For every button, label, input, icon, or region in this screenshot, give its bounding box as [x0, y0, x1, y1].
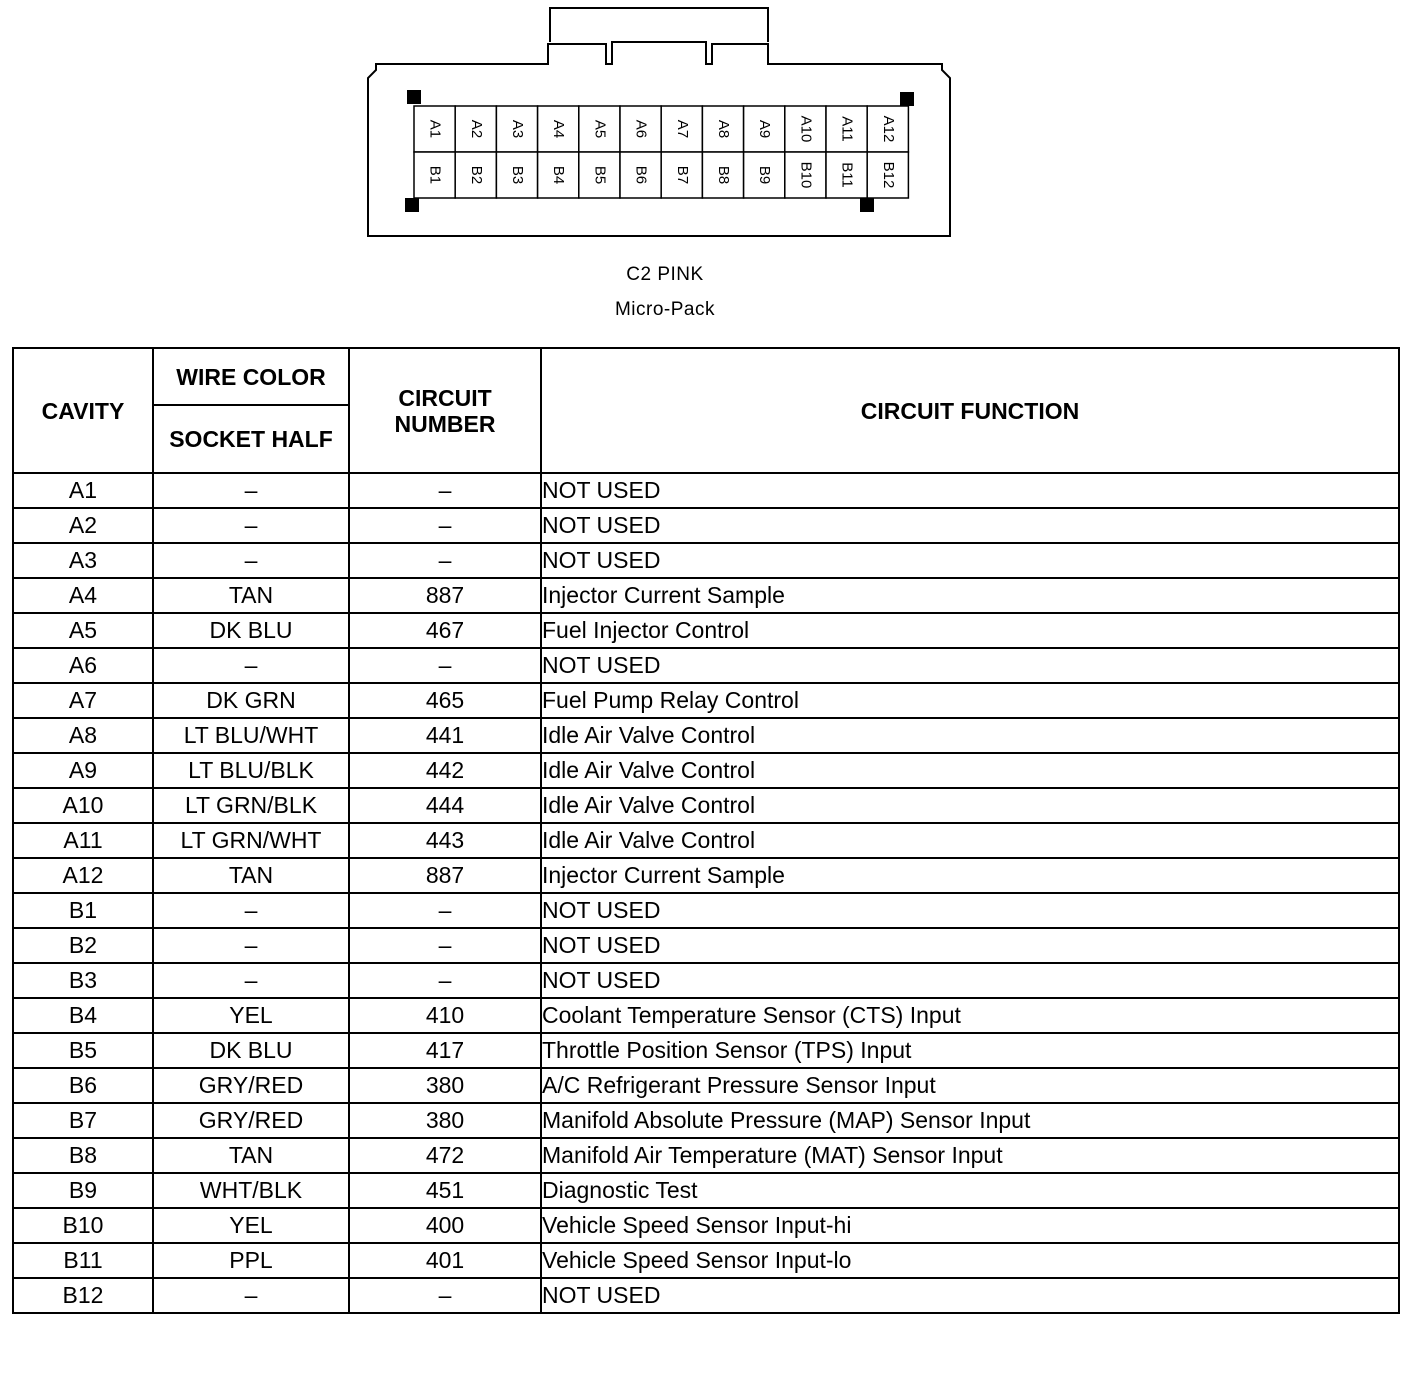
wire-color-cell: LT GRN/WHT: [153, 823, 349, 858]
cavity-cell: A2: [13, 508, 153, 543]
circuit-function-cell: NOT USED: [541, 963, 1399, 998]
pin-label: B3: [509, 165, 527, 185]
circuit-number-cell: –: [349, 543, 541, 578]
cavity-cell: B4: [13, 998, 153, 1033]
wire-color-cell: PPL: [153, 1243, 349, 1278]
circuit-number-cell: 401: [349, 1243, 541, 1278]
table-row: [13, 718, 1399, 753]
circuit-number-cell: –: [349, 508, 541, 543]
circuit-number-cell: 444: [349, 788, 541, 823]
cavity-cell: A9: [13, 753, 153, 788]
cavity-cell: A8: [13, 718, 153, 753]
wire-color-cell: YEL: [153, 1208, 349, 1243]
table-row: [13, 683, 1399, 718]
circuit-number-cell: 465: [349, 683, 541, 718]
pin-label: A7: [673, 119, 691, 139]
pin-label: B8: [715, 165, 733, 185]
wire-color-cell: LT BLU/WHT: [153, 718, 349, 753]
header-socket-half: SOCKET HALF: [153, 405, 349, 473]
corner-key-bottom-left: [405, 198, 419, 212]
cavity-cell: A3: [13, 543, 153, 578]
connector-diagram: [0, 0, 1408, 250]
pin-label: A8: [715, 119, 733, 139]
table-row: [13, 998, 1399, 1033]
table-row: [13, 1138, 1399, 1173]
table-row: [13, 893, 1399, 928]
wire-color-cell: GRY/RED: [153, 1103, 349, 1138]
circuit-number-cell: 467: [349, 613, 541, 648]
wire-color-cell: TAN: [153, 858, 349, 893]
circuit-number-cell: 443: [349, 823, 541, 858]
table-row: [13, 1068, 1399, 1103]
circuit-number-cell: –: [349, 648, 541, 683]
circuit-number-cell: –: [349, 963, 541, 998]
pin-label: A1: [426, 119, 444, 139]
circuit-function-cell: Throttle Position Sensor (TPS) Input: [541, 1033, 1399, 1068]
cavity-cell: A12: [13, 858, 153, 893]
circuit-function-cell: NOT USED: [541, 473, 1399, 508]
circuit-number-cell: 887: [349, 578, 541, 613]
circuit-number-cell: 451: [349, 1173, 541, 1208]
table-row: [13, 613, 1399, 648]
circuit-function-cell: NOT USED: [541, 893, 1399, 928]
circuit-number-cell: 400: [349, 1208, 541, 1243]
cavity-cell: B12: [13, 1278, 153, 1313]
pin-label: B11: [838, 162, 856, 188]
wire-color-cell: DK BLU: [153, 613, 349, 648]
circuit-function-cell: Coolant Temperature Sensor (CTS) Input: [541, 998, 1399, 1033]
corner-key-bottom-right: [860, 198, 874, 212]
circuit-number-cell: 380: [349, 1103, 541, 1138]
wire-color-cell: –: [153, 963, 349, 998]
circuit-function-cell: Idle Air Valve Control: [541, 718, 1399, 753]
circuit-function-cell: Fuel Injector Control: [541, 613, 1399, 648]
circuit-function-cell: Idle Air Valve Control: [541, 753, 1399, 788]
circuit-number-cell: –: [349, 1278, 541, 1313]
circuit-number-cell: –: [349, 473, 541, 508]
wire-color-cell: –: [153, 473, 349, 508]
circuit-number-cell: 417: [349, 1033, 541, 1068]
circuit-function-cell: NOT USED: [541, 648, 1399, 683]
circuit-function-cell: Injector Current Sample: [541, 578, 1399, 613]
cavity-cell: B8: [13, 1138, 153, 1173]
circuit-number-cell: 442: [349, 753, 541, 788]
wire-color-cell: –: [153, 648, 349, 683]
pin-label: B4: [550, 165, 568, 185]
wire-color-cell: TAN: [153, 1138, 349, 1173]
pin-label: A9: [756, 119, 774, 139]
header-cavity: CAVITY: [13, 348, 153, 473]
circuit-function-cell: NOT USED: [541, 543, 1399, 578]
header-wire-color: WIRE COLOR: [153, 348, 349, 405]
wire-color-cell: DK GRN: [153, 683, 349, 718]
circuit-number-cell: –: [349, 893, 541, 928]
header-circuit-function: CIRCUIT FUNCTION: [541, 348, 1399, 473]
circuit-function-cell: Manifold Air Temperature (MAT) Sensor Input: [541, 1138, 1399, 1173]
cavity-cell: B2: [13, 928, 153, 963]
circuit-function-cell: Diagnostic Test: [541, 1173, 1399, 1208]
pin-label: B7: [673, 165, 691, 185]
pin-label: B2: [467, 165, 485, 185]
table-row: [13, 858, 1399, 893]
cavity-cell: B1: [13, 893, 153, 928]
wire-color-cell: –: [153, 508, 349, 543]
table-row: [13, 1103, 1399, 1138]
circuit-function-cell: Vehicle Speed Sensor Input-hi: [541, 1208, 1399, 1243]
table-row: [13, 823, 1399, 858]
connector-subtitle: Micro-Pack: [614, 299, 715, 320]
wire-color-cell: GRY/RED: [153, 1068, 349, 1103]
cavity-cell: A11: [13, 823, 153, 858]
pin-grid: [414, 106, 908, 198]
table-row: [13, 648, 1399, 683]
wire-color-cell: LT GRN/BLK: [153, 788, 349, 823]
header-circuit-number: CIRCUIT NUMBER: [349, 348, 541, 473]
cavity-cell: A1: [13, 473, 153, 508]
circuit-function-cell: Vehicle Speed Sensor Input-lo: [541, 1243, 1399, 1278]
cavity-cell: A4: [13, 578, 153, 613]
table-row: [13, 1278, 1399, 1313]
cavity-cell: A5: [13, 613, 153, 648]
circuit-number-cell: 380: [349, 1068, 541, 1103]
cavity-cell: B9: [13, 1173, 153, 1208]
pin-label: A3: [509, 119, 527, 139]
wire-color-cell: DK BLU: [153, 1033, 349, 1068]
cavity-cell: A7: [13, 683, 153, 718]
table-row: [13, 473, 1399, 508]
connector-latch: [550, 8, 768, 42]
pin-label: A5: [591, 119, 609, 139]
table-row: [13, 1208, 1399, 1243]
wire-color-cell: YEL: [153, 998, 349, 1033]
circuit-function-cell: Fuel Pump Relay Control: [541, 683, 1399, 718]
pinout-table: [12, 347, 1400, 1314]
wire-color-cell: LT BLU/BLK: [153, 753, 349, 788]
circuit-function-cell: NOT USED: [541, 1278, 1399, 1313]
table-row: [13, 1173, 1399, 1208]
table-row: [13, 543, 1399, 578]
wire-color-cell: –: [153, 543, 349, 578]
pinout-body: [13, 473, 1399, 1313]
cavity-cell: B3: [13, 963, 153, 998]
cavity-cell: B11: [13, 1243, 153, 1278]
pin-label: B9: [756, 165, 774, 185]
circuit-function-cell: Idle Air Valve Control: [541, 788, 1399, 823]
table-row: [13, 1033, 1399, 1068]
pin-label: A11: [838, 116, 856, 142]
pin-label: A10: [797, 115, 815, 143]
wire-color-cell: –: [153, 893, 349, 928]
wire-color-cell: –: [153, 1278, 349, 1313]
pin-label: A12: [879, 115, 897, 143]
pin-label: B12: [879, 161, 897, 189]
circuit-function-cell: A/C Refrigerant Pressure Sensor Input: [541, 1068, 1399, 1103]
table-row: [13, 1243, 1399, 1278]
wire-color-cell: –: [153, 928, 349, 963]
wire-color-cell: WHT/BLK: [153, 1173, 349, 1208]
table-row: [13, 788, 1399, 823]
circuit-number-cell: 887: [349, 858, 541, 893]
circuit-function-cell: NOT USED: [541, 928, 1399, 963]
table-row: [13, 753, 1399, 788]
pin-label: A2: [467, 119, 485, 139]
table-row: [13, 963, 1399, 998]
circuit-function-cell: Idle Air Valve Control: [541, 823, 1399, 858]
circuit-number-cell: 441: [349, 718, 541, 753]
pin-label: A6: [632, 119, 650, 139]
pin-label: B10: [797, 161, 815, 189]
wire-color-cell: TAN: [153, 578, 349, 613]
corner-key-top-left: [407, 90, 421, 104]
connector-title: C2 PINK: [626, 264, 704, 285]
table-row: [13, 578, 1399, 613]
cavity-cell: A6: [13, 648, 153, 683]
circuit-function-cell: Manifold Absolute Pressure (MAP) Sensor Input: [541, 1103, 1399, 1138]
cavity-cell: B6: [13, 1068, 153, 1103]
cavity-cell: B5: [13, 1033, 153, 1068]
pin-label: A4: [550, 119, 568, 139]
circuit-number-cell: –: [349, 928, 541, 963]
circuit-function-cell: Injector Current Sample: [541, 858, 1399, 893]
pin-label: B1: [426, 165, 444, 185]
cavity-cell: B10: [13, 1208, 153, 1243]
circuit-number-cell: 410: [349, 998, 541, 1033]
table-row: [13, 508, 1399, 543]
circuit-number-cell: 472: [349, 1138, 541, 1173]
circuit-function-cell: NOT USED: [541, 508, 1399, 543]
cavity-cell: B7: [13, 1103, 153, 1138]
pin-label: B6: [632, 165, 650, 185]
pin-label: B5: [591, 165, 609, 185]
table-row: [13, 928, 1399, 963]
cavity-cell: A10: [13, 788, 153, 823]
corner-key-top-right: [900, 92, 914, 106]
